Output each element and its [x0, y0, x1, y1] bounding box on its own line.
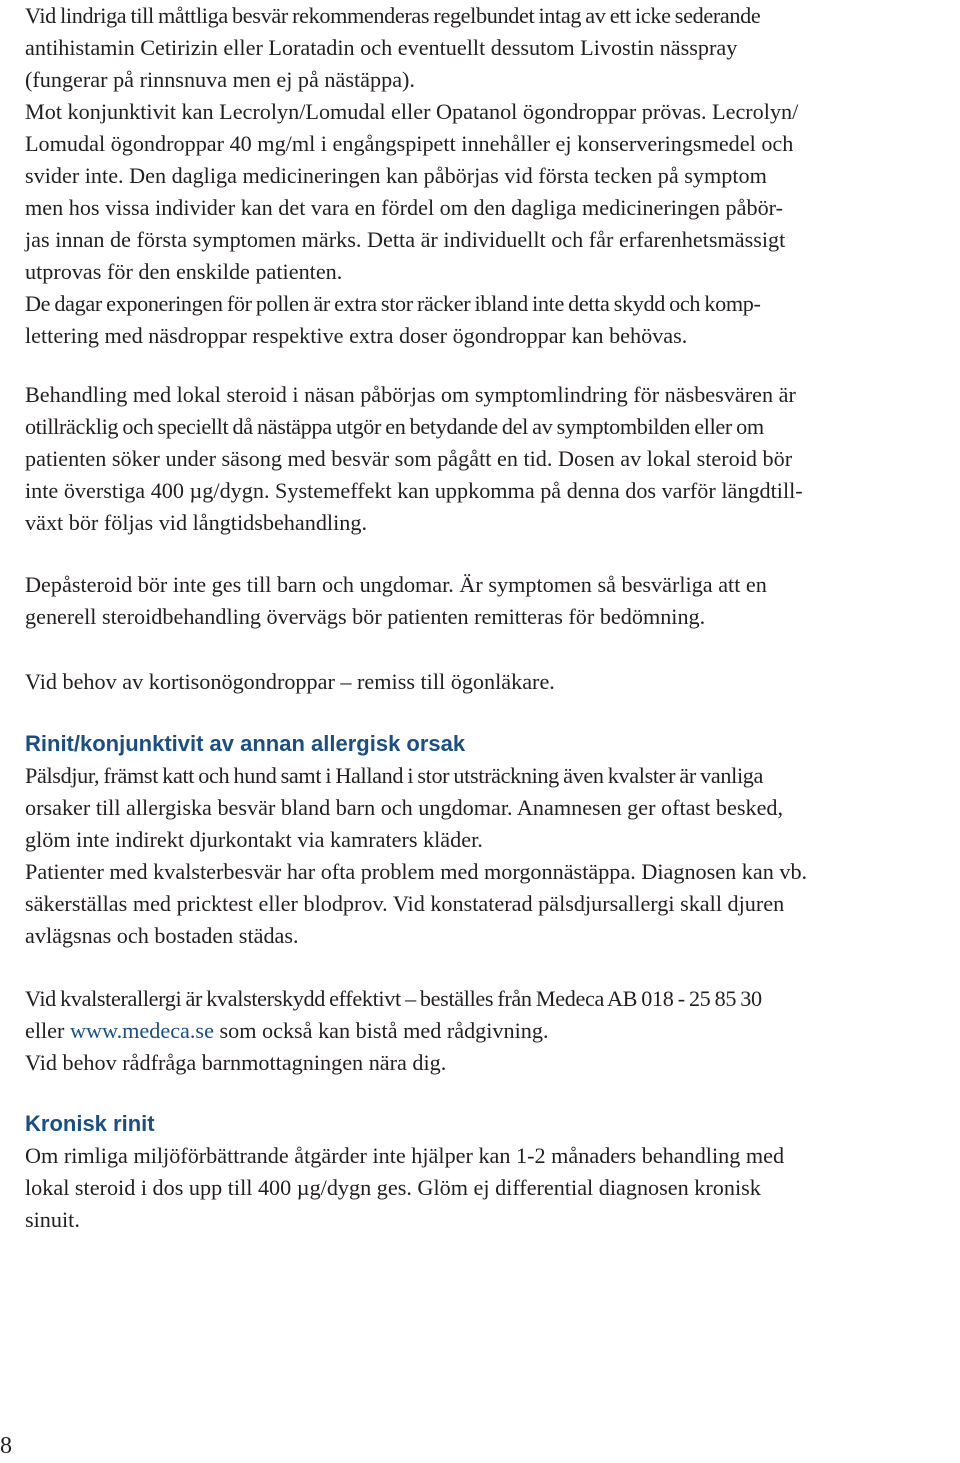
paragraph-local-steroid — [25, 379, 803, 539]
text-line: utprovas för den enskilde patienten. — [25, 259, 343, 284]
section-heading: Kronisk rinit — [25, 1111, 155, 1136]
text-line: Vid behov av kortisonögondroppar – remiss till ögonläkare. — [25, 669, 555, 694]
text-line: sinuit. — [25, 1207, 80, 1232]
text-line: Lomudal ögondroppar 40 mg/ml i engångspipett innehåller ej konserveringsmedel och — [25, 131, 794, 156]
text-line: svider inte. Den dagliga medicineringen kan påbörjas vid första tecken på symptom — [25, 163, 767, 188]
text-line: säkerställas med pricktest eller blodprov. Vid konstaterad pälsdjursallergi skall djuren — [25, 891, 785, 916]
text-line: generell steroidbehandling övervägs bör patienten remitteras för bedömning. — [25, 604, 706, 629]
text-line: Mot konjunktivit kan Lecrolyn/Lomudal eller Opatanol ögondroppar prövas. Lecrolyn/ — [25, 99, 799, 124]
text-line: antihistamin Cetirizin eller Loratadin och eventuellt dessutom Livostin nässpray — [25, 35, 738, 60]
text-line: Vid behov rådfråga barnmottagningen nära dig. — [25, 1050, 447, 1075]
text-line: otillräcklig och speciellt då nästäppa utgör en betydande del av symptombilden eller om — [25, 414, 764, 439]
section-allergic-rhinitis — [25, 728, 807, 952]
text-line: inte överstiga 400 µg/dygn. Systemeffekt kan uppkomma på denna dos varför längdtill- — [25, 478, 803, 503]
text-line: orsaker till allergiska besvär bland barn och ungdomar. Anamnesen ger oftast besked, — [25, 795, 784, 820]
text-fragment: som också kan bistå med rådgivning. — [213, 1018, 549, 1043]
paragraph-dust-mite-protection — [25, 983, 762, 1079]
paragraph-eye-drops — [25, 666, 555, 698]
text-line: jas innan de första symptomen märks. Detta är individuellt och får erfarenhetsmässigt — [25, 227, 786, 252]
section-chronic-rhinitis — [25, 1108, 784, 1236]
text-line: Vid kvalsterallergi är kvalsterskydd effektivt – beställes från Medeca AB 018 - 25 85 30 — [25, 986, 762, 1011]
text-line: De dagar exponeringen för pollen är extra stor räcker ibland inte detta skydd och komp- — [25, 291, 761, 316]
text-fragment: eller — [25, 1018, 70, 1043]
text-line: lokal steroid i dos upp till 400 µg/dygn ges. Glöm ej differential diagnosen kronisk — [25, 1175, 761, 1200]
text-line: Depåsteroid bör inte ges till barn och ungdomar. Är symptomen så besvärliga att en — [25, 572, 767, 597]
text-line: avlägsnas och bostaden städas. — [25, 923, 299, 948]
paragraph-antihistamine-treatment — [25, 0, 798, 352]
text-line: men hos vissa individer kan det vara en fördel om den dagliga medicineringen påbör- — [25, 195, 784, 220]
text-line: Patienter med kvalsterbesvär har ofta problem med morgonnästäppa. Diagnosen kan vb. — [25, 859, 808, 884]
text-line: lettering med näsdroppar respektive extra doser ögondroppar kan behövas. — [25, 323, 688, 348]
text-line — [25, 1015, 762, 1047]
text-line: Vid lindriga till måttliga besvär rekommenderas regelbundet intag av ett icke sederande — [25, 3, 761, 28]
medeca-link[interactable]: www.medeca.se — [69, 1018, 214, 1043]
text-line: växt bör följas vid långtidsbehandling. — [25, 510, 367, 535]
text-line: Om rimliga miljöförbättrande åtgärder inte hjälper kan 1-2 månaders behandling med — [25, 1143, 785, 1168]
text-line: patienten söker under säsong med besvär som pågått en tid. Dosen av lokal steroid bör — [25, 446, 793, 471]
text-line: (fungerar på rinnsnuva men ej på nästäppa). — [25, 67, 415, 92]
section-heading: Rinit/konjunktivit av annan allergisk orsak — [25, 731, 466, 756]
text-line: Pälsdjur, främst katt och hund samt i Halland i stor utsträckning även kvalster är vanliga — [25, 763, 763, 788]
text-line: Behandling med lokal steroid i näsan påbörjas om symptomlindring för näsbesvären är — [25, 382, 796, 407]
page-number: 8 — [0, 1433, 12, 1459]
paragraph-depot-steroid — [25, 569, 767, 633]
text-line: glöm inte indirekt djurkontakt via kamraters kläder. — [25, 827, 483, 852]
